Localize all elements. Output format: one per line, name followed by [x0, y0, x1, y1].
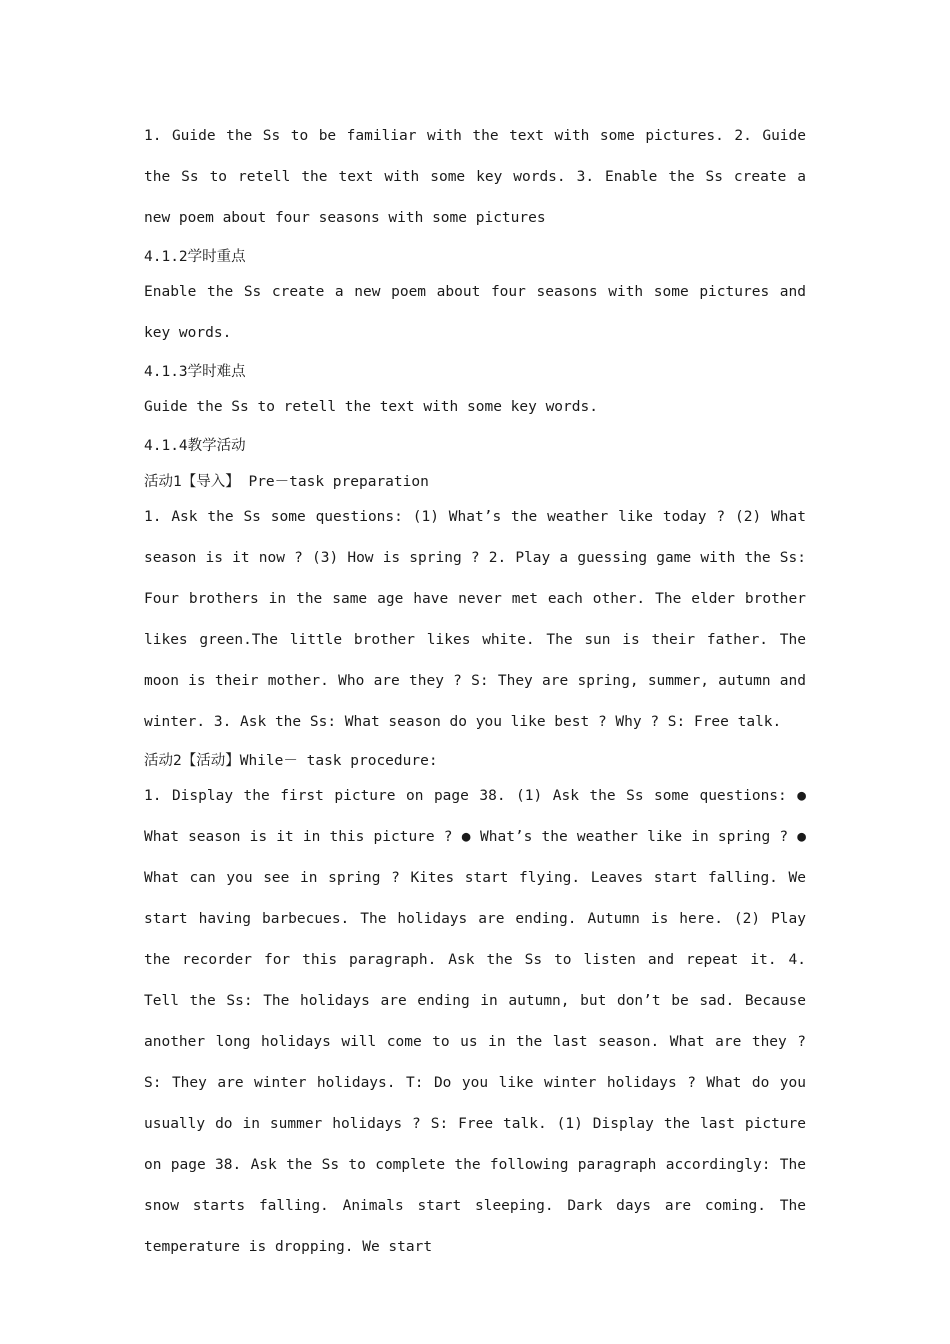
difficulties-paragraph: Guide the Ss to retell the text with some key words.: [144, 399, 598, 415]
activity-1-heading: 活动1【导入】 Pre－task preparation: [144, 474, 429, 490]
objectives-paragraph: 1. Guide the Ss to be familiar with the text with some pictures. 2. Guide the Ss to retell the text with some key words. 3. Enable the Ss create a new poem about four seasons with some pictures: [144, 128, 806, 226]
activity-2-paragraph: 1. Display the first picture on page 38. (1) Ask the Ss some questions: ● What season is it in this picture ? ● What’s the weather like in spring ? ● What can you see in spring ? Kites start flying. Leaves start falling. We start having barbecues. The holidays are ending. Autumn is here. (2) Play the recorder for this paragraph. Ask the Ss to listen and repeat it. 4. Tell the Ss: The holidays are ending in autumn, but don’t be sad. Because another long holidays will come to us in the last season. What are they ? S: They are winter holidays. T: Do you like winter holidays ? What do you usually do in summer holidays ? S: Free talk. (1) Display the last picture on page 38. Ask the Ss to complete the following paragraph accordingly: The snow starts falling. Animals start sleeping. Dark days are coming. The temperature is dropping. We start: [144, 788, 806, 1255]
key-points-paragraph: Enable the Ss create a new poem about four seasons with some pictures and key words.: [144, 284, 806, 341]
section-heading-key-points: 4.1.2学时重点: [144, 249, 246, 265]
activity-1-paragraph: 1. Ask the Ss some questions: (1) What’s the weather like today ? (2) What season is it now ? (3) How is spring ? 2. Play a guessing game with the Ss: Four brothers in the same age have never met each other. The elder brother likes green.The little brother likes white. The sun is their father. The moon is their mother. Who are they ? S: They are spring, summer, autumn and winter. 3. Ask the Ss: What season do you like best ? Why ? S: Free talk.: [144, 509, 806, 730]
document-page: [144, 116, 806, 1268]
section-heading-activities: 4.1.4教学活动: [144, 438, 246, 454]
activity-2-heading: 活动2【活动】While－ task procedure:: [144, 753, 438, 769]
section-heading-difficulties: 4.1.3学时难点: [144, 364, 246, 380]
